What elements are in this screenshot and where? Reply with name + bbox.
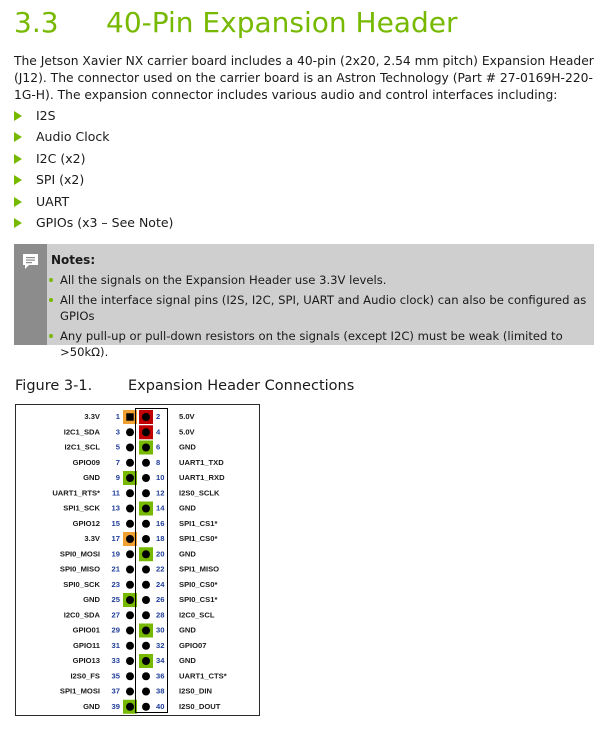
pin-number: 13 [111,503,120,513]
pin-label: SPI1_SCK [63,503,100,513]
section-heading [14,6,457,39]
pin-number: 1 [115,412,120,421]
pin-number: 16 [156,518,165,528]
pin-dot [126,596,134,604]
pin-label: GND [83,595,100,604]
pin-label: SPI1_CS0* [179,534,218,543]
interface-label: Audio Clock [36,129,110,145]
pin-label: 3.3V [84,412,100,421]
pin-label: I2S0_FS [70,671,100,681]
pin-number: 37 [111,686,120,696]
pin-dot [126,428,134,436]
interface-label: GPIOs (x3 – See Note) [36,214,174,230]
triangle-bullet-icon [14,175,22,185]
pin-number: 23 [111,579,120,589]
pin-number: 9 [115,473,120,482]
triangle-bullet-icon [14,154,22,164]
pin-number: 24 [156,579,165,589]
pin-number: 10 [156,473,165,482]
pin-dot [126,688,134,696]
interface-label: UART [36,193,70,209]
list-item [14,151,173,172]
pin-dot [126,459,134,467]
pin-number: 2 [156,412,161,421]
pin-number: 22 [156,564,165,574]
interface-label: SPI (x2) [36,172,85,188]
pin-label: SPI0_CS1* [179,595,218,604]
notes-box [14,244,594,359]
pin-number: 34 [156,656,165,665]
pin-label: I2C0_SDA [63,610,100,620]
pin-dot [126,474,134,482]
pin-label: SPI1_CS1* [179,518,218,528]
pin-number: 12 [156,488,165,498]
pin-label: I2C1_SDA [63,427,100,437]
pin-label: 5.0V [179,427,195,437]
pin-label: 3.3V [84,534,100,543]
pin-label: I2C1_SCL [64,442,100,452]
figure-number: Figure 3-1. [15,378,93,394]
pin-dot [126,489,134,497]
interface-label: I2S [36,108,56,123]
pin-number: 3 [115,427,120,437]
note-item: All the signals on the Expansion Header use 3.3V levels. [49,272,589,288]
pin-number: 14 [156,503,165,513]
list-item [14,172,173,193]
pin-label: GPIO13 [72,656,100,665]
pin-number: 4 [156,427,161,437]
pin-label: SPI0_SCK [63,579,100,589]
pin-dot [126,703,134,711]
pin-number: 11 [111,488,120,498]
pin-number: 15 [111,518,120,528]
pin-number: 19 [111,549,120,559]
pin-number: 32 [156,640,165,650]
pin-dot [126,581,134,589]
pin-number: 21 [111,564,120,574]
interface-list [14,108,173,236]
pin-label: GPIO07 [179,640,207,650]
pin-dot [126,642,134,650]
figure-title: Expansion Header Connections [128,378,355,394]
pin-label: GND [179,503,196,513]
pin-dot [126,611,134,619]
pin-label: I2S0_DIN [179,686,212,696]
pin-number: 26 [156,595,165,604]
notes-title: Notes: [51,253,96,267]
triangle-bullet-icon [14,132,22,142]
pin-number: 38 [156,686,165,696]
pin-dot [126,520,134,528]
pin-label: GND [179,549,196,559]
pin-number: 25 [111,595,120,604]
pin-number: 20 [156,549,165,559]
pin-label: SPI1_MISO [179,564,220,574]
pin-label: SPI1_MOSI [59,686,100,696]
pin-label: UART1_CTS* [179,671,227,681]
pin-label: SPI0_MOSI [59,549,100,559]
pin-label: GPIO01 [72,625,100,635]
pin-number: 27 [111,610,120,620]
pin-number: 17 [111,534,120,543]
list-item [14,129,173,150]
note-item: Any pull-up or pull-down resistors on the signals (except I2C) must be weak (limited to >50kΩ). [49,328,589,360]
pin-number: 8 [156,457,161,467]
pin-label: UART1_RXD [179,473,225,482]
speech-bubble-icon [21,252,40,271]
intro-paragraph: The Jetson Xavier NX carrier board includes a 40-pin (2x20, 2.54 mm pitch) Expansion Header (J12). The connector used on the carrier board is an Astron Technology (Part # 27-0169H-220-1G-H). The expansion connector includes various audio and control interfaces including: [14,54,594,102]
pin-label: UART1_TXD [179,457,224,467]
pin-label: GPIO11 [72,640,100,650]
pin-number: 5 [115,442,120,452]
pin-label: UART1_RTS* [52,488,100,498]
triangle-bullet-icon [14,111,22,121]
pin-label: GND [83,473,100,482]
pin-dot [126,627,134,635]
pin-label: GND [179,656,196,665]
triangle-bullet-icon [14,218,22,228]
pin-label: GPIO12 [72,518,100,528]
notes-list [49,272,589,364]
section-number: 3.3 [14,6,59,39]
pin-label: I2C0_SCL [179,610,215,620]
pin-dot [126,535,134,543]
pin-number: 30 [156,625,165,635]
pin-label: GND [179,442,196,452]
pin-label: I2S0_SCLK [179,488,220,498]
pin-label: I2S0_DOUT [179,701,221,711]
pin-dot [126,444,134,452]
pin-number: 35 [111,671,120,681]
pin-number: 31 [111,640,120,650]
pin-dot [126,550,134,558]
pin-label: SPI0_MISO [59,564,100,574]
header-pinout-figure [15,404,260,716]
list-item [14,215,173,236]
pin-number: 40 [156,701,165,711]
pin-dot [126,505,134,513]
pin-label: 5.0V [179,412,195,421]
pin-number: 36 [156,671,165,681]
interface-label: I2C (x2) [36,150,86,166]
list-item [14,194,173,215]
notes-icon-column [14,244,47,345]
pin-dot [126,672,134,680]
pin-square [126,413,133,420]
pin-number: 28 [156,610,165,620]
pin-number: 29 [111,625,120,635]
pin-dot [126,657,134,665]
pin-number: 33 [111,656,120,665]
pin-number: 18 [156,534,165,543]
pin-number: 7 [115,457,120,467]
pin-label: GND [83,701,100,711]
list-item [14,108,173,129]
note-item: All the interface signal pins (I2S, I2C, SPI, UART and Audio clock) can also be configured as GPIOs [49,292,589,324]
pin-label: GPIO09 [72,457,100,467]
pin-number: 39 [111,701,120,711]
connector-outline [135,408,168,713]
pin-label: SPI0_CS0* [179,579,218,589]
pin-dot [126,566,134,574]
pin-number: 6 [156,442,161,452]
triangle-bullet-icon [14,197,22,207]
figure-caption [15,378,354,394]
pin-label: GND [179,625,196,635]
section-title: 40-Pin Expansion Header [106,6,458,39]
